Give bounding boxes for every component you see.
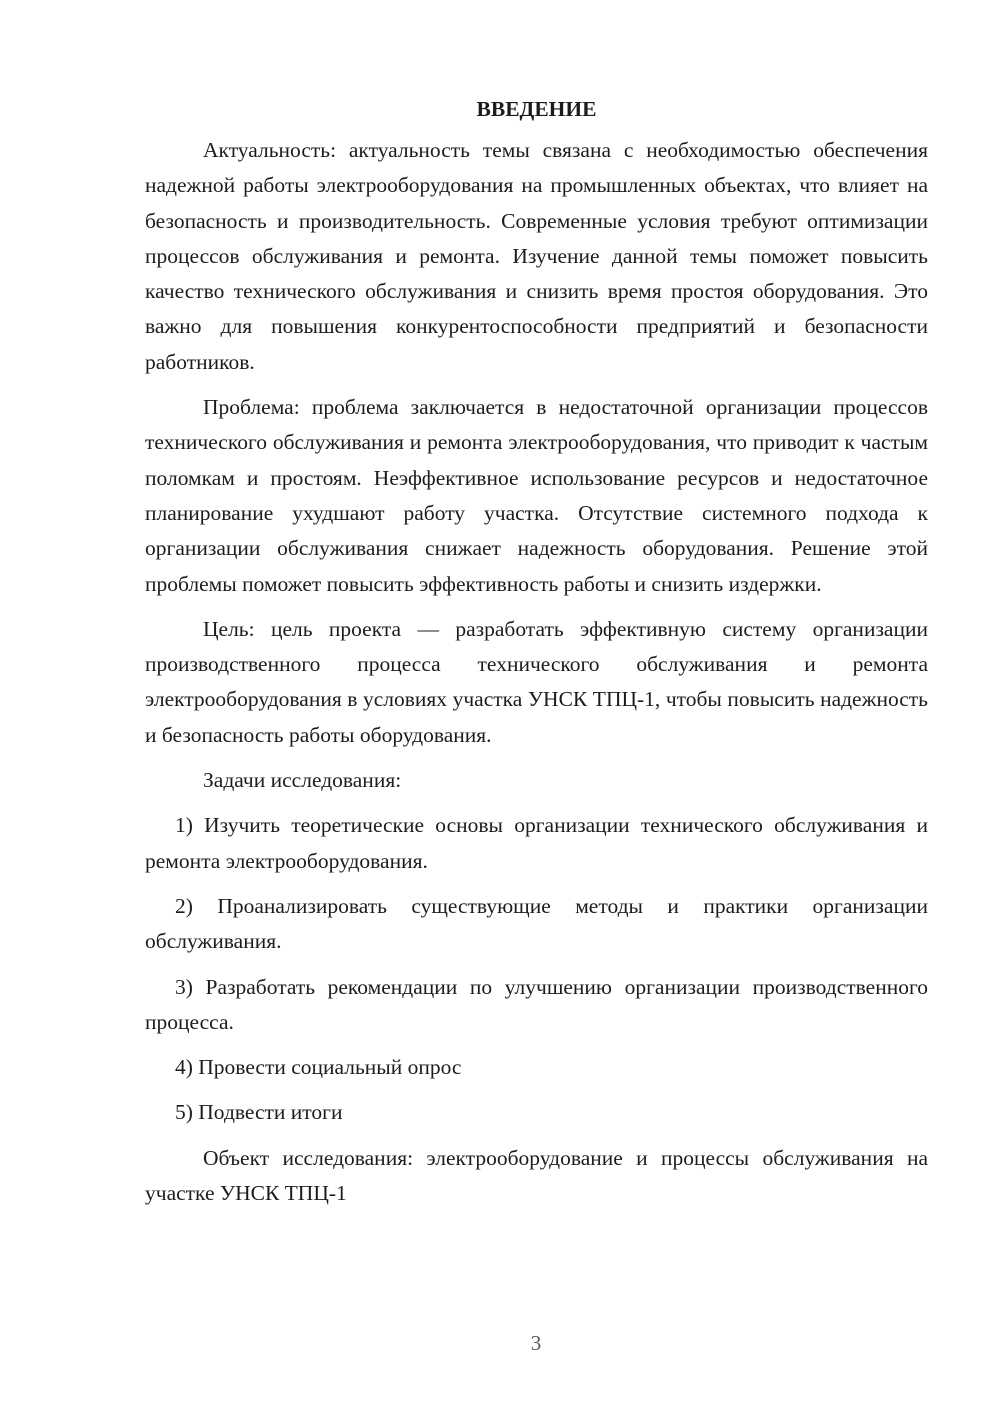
page-heading: ВВЕДЕНИЕ — [476, 97, 597, 121]
paragraph-relevance: Актуальность: актуальность темы связана с необходимостью обеспечения надежной работы электрооборудования на промышленных объектах, что влияет на безопасность и производительность. Современные условия требуют оптимизации процессов обслуживания и ремонта. Изучение данной темы поможет повысить качество технического обслуживания и снизить время простоя оборудования. Это важно для повышения конкурентоспособности предприятий и безопасности работников. — [145, 138, 928, 374]
task-item-2: 2) Проанализировать существующие методы и практики организации обслуживания. — [145, 893, 928, 954]
tasks-title: Задачи исследования: — [203, 768, 402, 793]
task-item-4: 4) Провести социальный опрос — [175, 1055, 462, 1080]
document-page — [145, 92, 928, 1211]
page-number: 3 — [530, 1331, 542, 1355]
paragraph-problem: Проблема: проблема заключается в недостаточной организации процессов технического обслуживания и ремонта электрооборудования, что приводит к частым поломкам и простоям. Неэффективное использование ресурсов и недостаточное планирование ухудшают работу участка. Отсутствие системного подхода к организации обслуживания снижает надежность оборудования. Решение этой проблемы поможет повысить эффективность работы и снизить издержки. — [145, 395, 928, 596]
task-item-1: 1) Изучить теоретические основы организации технического обслуживания и ремонта электрооборудования. — [145, 813, 928, 873]
task-item-3: 3) Разработать рекомендации по улучшению организации производственного процесса. — [145, 974, 928, 1034]
paragraph-goal: Цель: цель проекта — разработать эффективную систему организации производственного процесса технического обслуживания и ремонта электрооборудования в условиях участка УНСК ТПЦ-1, чтобы повысить надежность и безопасность работы оборудования. — [145, 616, 928, 747]
task-item-5: 5) Подвести итоги — [175, 1100, 343, 1125]
paragraph-object: Объект исследования: электрооборудование и процессы обслуживания на участке УНСК ТПЦ-1 — [145, 1145, 928, 1206]
